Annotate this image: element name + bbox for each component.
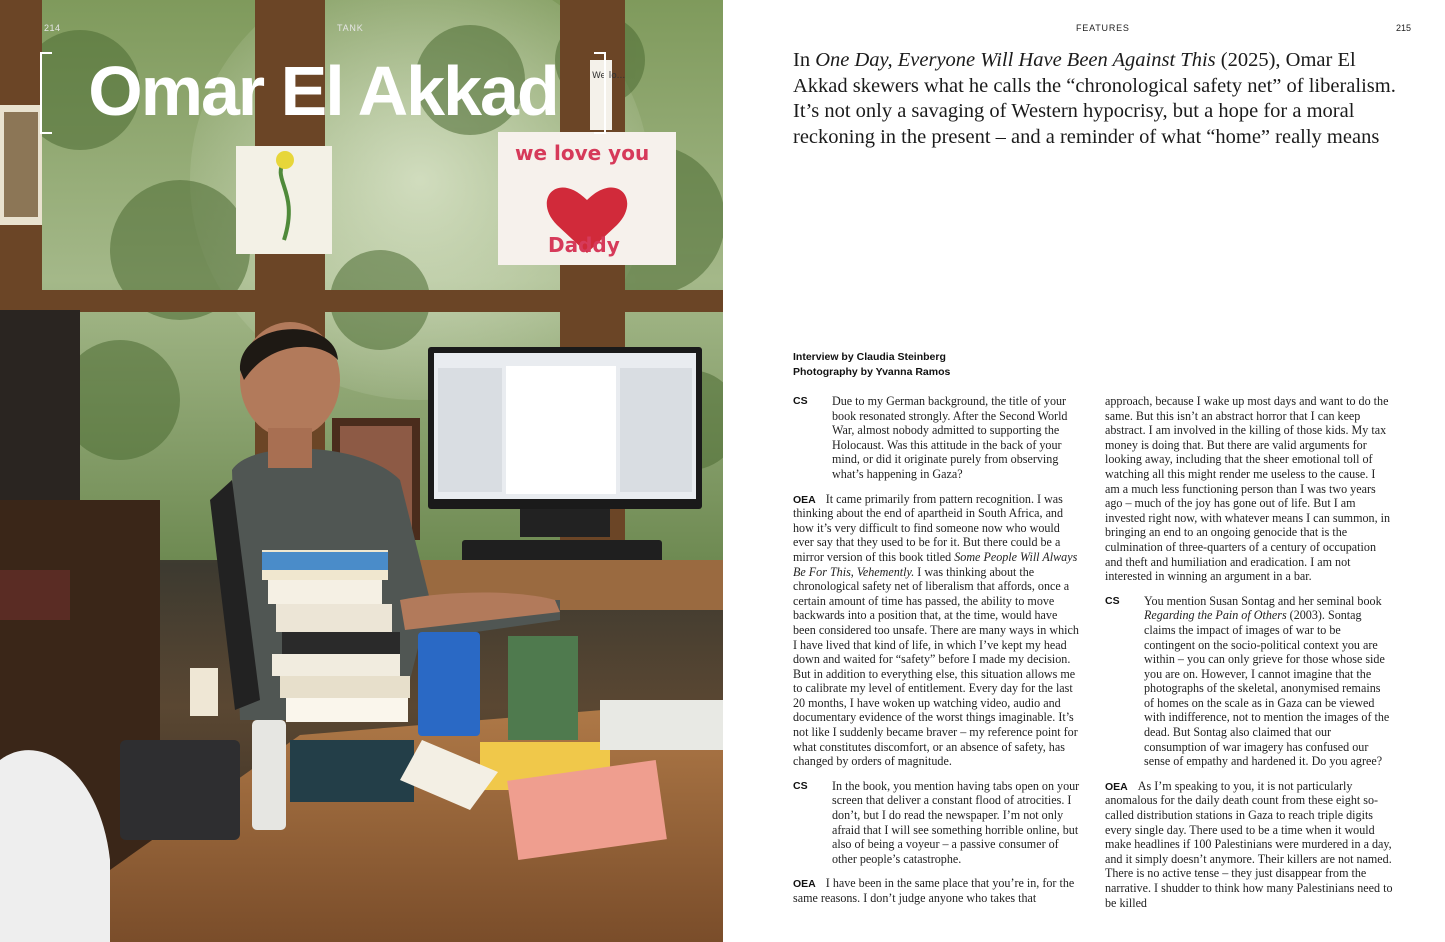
speaker-label: OEA <box>793 493 816 506</box>
answer-text-after: I was thinking about the chronological safety net of liberalism that affords, once a certain amount of time has passed, the ability to move backwards into a position that, at the time, would have been considered too unsafe. There are many ways in which I have lived that kind of life, in which I’ve kept my head down and waited for “safety” before I made my decision. But in addition to everything else, this situation allows me to calibrate my level of entitlement. Every day for the last 20 months, I have woken up watching video, audio and documentary evidence of the worst things imaginable. It’s not like I suddenly became braver – my reference point for what constitutes discomfort, or an absence of safety, has changed by orders of magnitude. <box>793 564 1079 769</box>
interview-credit: Interview by Claudia Steinberg <box>793 351 946 363</box>
answer <box>793 876 1081 905</box>
speaker-label: CS <box>793 395 808 407</box>
photo-credit: Photography by Yvanna Ramos <box>793 366 951 378</box>
headline-text: Omar El Akkad <box>88 52 558 130</box>
question <box>793 779 1081 867</box>
question-text: In the book, you mention having tabs open on your screen that deliver a constant flood of atrocities. I don’t, but I do read the newspaper. I’m not only afraid that I will see something horrible online, but also of being a voyeur – a passive consumer of other people’s catastrophe. <box>832 778 1080 866</box>
question <box>1105 594 1393 769</box>
text-page <box>723 0 1445 942</box>
section-label: FEATURES <box>1076 23 1130 33</box>
text-column-1 <box>793 394 1081 916</box>
headline <box>40 48 606 134</box>
book-title: One Day, Everyone Will Have Been Against This <box>815 49 1216 71</box>
standfirst-prefix: In <box>793 49 816 71</box>
answer <box>793 492 1081 769</box>
question <box>793 394 1081 482</box>
speaker-label: CS <box>793 779 808 792</box>
standfirst <box>793 48 1403 150</box>
answer-continued: approach, because I wake up most days and want to do the same. But this isn’t an abstract horror that I can keep abstract. I am involved in the killing of those kids. My tax money is doing that. But there are valid arguments for looking away, including that the sheer emotional toll of watching all this might render me useless to the cause. I am a much less functioning person than I was two years ago – much of the joy has gone out of life. But I am invested right now, with whatever means I can summon, in bringing an end to an ongoing genocide that is the culmination of three-quarters of a century of occupation and theft and humiliation and eradication. I am not interested in winning an argument in a bar. <box>1105 394 1391 584</box>
answer-italic: Some People Will Always Be For This, Vehemently. <box>793 549 1078 579</box>
magazine-name: TANK <box>337 23 364 33</box>
sign-text-top: we love you <box>515 141 650 165</box>
speaker-label: OEA <box>793 878 816 891</box>
page-number-left: 214 <box>44 23 61 33</box>
credits <box>793 350 950 380</box>
question-text-after: (2003). Sontag claims the impact of images of war to be contingent on the socio-political context you are within – you can only grieve for those whose side you are on. However, I cannot imagine that the photographs of the skeletal, anonymised remains of homes on the scale as in Gaza can be viewed with indifference, not to mention the images of the dead. But Sontag also claimed that our consumption of war imagery has confused our sense of empathy and hardened it. Do you agree? <box>1144 608 1390 769</box>
answer-text: As I’m speaking to you, it is not particularly anomalous for the daily death count from these eight so-called distribution stations in Gaza to reach triple digits every single day. There used to be a time when it would make headlines if 100 Palestinians were murdered in a day, and it simply doesn’t anymore. Their killers are not named. There is no active tense – they just disappear from the narrative. I shudder to think how many Palestinians need to be killed <box>1105 778 1393 910</box>
note-text: We lo... <box>592 71 626 81</box>
question-text-before: You mention Susan Sontag and her seminal book <box>1144 593 1382 608</box>
speaker-label: CS <box>1105 594 1120 607</box>
standfirst-text: (2025), Omar El Akkad skewers what he calls the “chronological safety net” of liberalism. It’s not only a savaging of Western hypocrisy, but a hope for a moral reckoning in the present – and a reminder of what “home” really means <box>793 49 1396 148</box>
question-text <box>1144 594 1393 769</box>
page-number-right: 215 <box>1395 23 1411 33</box>
question-text: Due to my German background, the title of your book resonated strongly. After the Second World War, almost nobody admitted to supporting the Holocaust. Was this attitude in the back of your mind, or did it originate purely from observing what’s happening in Gaza? <box>832 394 1068 481</box>
answer-text: I have been in the same place that you’re in, for the same reasons. I don’t judge anyone who takes that <box>793 876 1075 905</box>
text-column-2 <box>1105 394 1393 920</box>
bracket-left-icon <box>40 52 52 134</box>
speaker-label: OEA <box>1105 780 1128 793</box>
answer <box>1105 779 1393 910</box>
sign-text-bottom: Daddy <box>548 233 620 257</box>
answer-text: It came primarily from pattern recognition. I was thinking about the end of apartheid in South Africa, and how it’s very difficult to find someone now who would ever say that they used to be for it. But there could be a mirror version of this book titled <box>793 491 1064 564</box>
question-italic: Regarding the Pain of Others <box>1144 608 1287 623</box>
bracket-right-icon <box>594 52 606 134</box>
